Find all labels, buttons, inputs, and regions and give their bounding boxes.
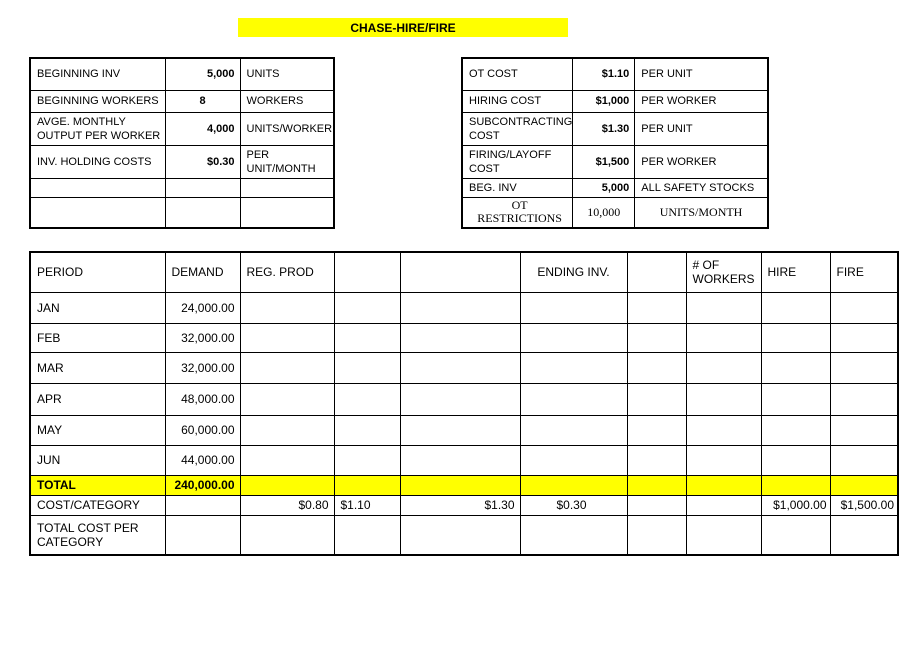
- param-unit[interactable]: UNITS: [240, 58, 334, 90]
- data-cell[interactable]: [334, 323, 400, 352]
- data-cell[interactable]: [686, 445, 761, 475]
- period-cell[interactable]: JAN: [30, 292, 165, 323]
- data-cell[interactable]: [400, 352, 520, 383]
- data-cell[interactable]: [240, 292, 334, 323]
- param-value[interactable]: $1,500: [573, 145, 635, 178]
- sheet-title: CHASE-HIRE/FIRE: [238, 18, 568, 37]
- data-cell[interactable]: [240, 515, 334, 555]
- total-row: [30, 475, 898, 495]
- header-fire: FIRE: [830, 252, 898, 292]
- data-cell[interactable]: [627, 515, 686, 555]
- data-cell[interactable]: [627, 352, 686, 383]
- total-cell[interactable]: [686, 475, 761, 495]
- param-label[interactable]: BEG. INV: [462, 178, 573, 197]
- data-cell[interactable]: [520, 323, 627, 352]
- param-row: [30, 145, 334, 178]
- demand-cell[interactable]: 48,000.00: [165, 383, 240, 415]
- empty-cell[interactable]: [30, 178, 165, 197]
- data-cell[interactable]: [240, 415, 334, 445]
- data-cell[interactable]: [400, 323, 520, 352]
- param-label[interactable]: OT COST: [462, 58, 573, 90]
- data-cell[interactable]: [761, 445, 830, 475]
- param-row: [462, 178, 768, 197]
- data-cell[interactable]: [520, 383, 627, 415]
- period-cell[interactable]: MAY: [30, 415, 165, 445]
- total-cell[interactable]: [830, 475, 898, 495]
- param-unit[interactable]: WORKERS: [240, 90, 334, 112]
- demand-cell[interactable]: 32,000.00: [165, 323, 240, 352]
- empty-cell[interactable]: [30, 197, 165, 228]
- data-cell[interactable]: [400, 292, 520, 323]
- data-cell[interactable]: [686, 495, 761, 515]
- cost-reg-prod[interactable]: $0.80: [240, 495, 334, 515]
- cost-hire[interactable]: $1,000.00: [761, 495, 830, 515]
- data-cell[interactable]: [334, 383, 400, 415]
- data-cell[interactable]: [627, 495, 686, 515]
- param-unit[interactable]: ALL SAFETY STOCKS: [635, 178, 768, 197]
- param-label[interactable]: SUBCONTRACTING COST: [462, 112, 573, 145]
- param-label[interactable]: BEGINNING WORKERS: [30, 90, 165, 112]
- total-demand[interactable]: 240,000.00: [165, 475, 240, 495]
- data-cell[interactable]: [334, 292, 400, 323]
- period-cell[interactable]: MAR: [30, 352, 165, 383]
- table-row: [30, 415, 898, 445]
- table-row: [30, 292, 898, 323]
- param-label[interactable]: HIRING COST: [462, 90, 573, 112]
- header-period: PERIOD: [30, 252, 165, 292]
- param-value[interactable]: $1.30: [573, 112, 635, 145]
- param-row: [462, 145, 768, 178]
- header-empty[interactable]: [334, 252, 400, 292]
- param-value[interactable]: $0.30: [165, 145, 240, 178]
- data-cell[interactable]: [761, 292, 830, 323]
- period-cell[interactable]: APR: [30, 383, 165, 415]
- data-cell[interactable]: [761, 515, 830, 555]
- param-label[interactable]: INV. HOLDING COSTS: [30, 145, 165, 178]
- param-unit[interactable]: PER UNIT: [635, 112, 768, 145]
- data-cell[interactable]: [830, 323, 898, 352]
- data-cell[interactable]: [830, 415, 898, 445]
- data-cell[interactable]: [830, 383, 898, 415]
- data-cell[interactable]: [686, 415, 761, 445]
- data-cell[interactable]: [627, 445, 686, 475]
- left-parameters-table: [29, 57, 335, 229]
- param-row: [30, 90, 334, 112]
- data-cell[interactable]: [240, 383, 334, 415]
- data-cell[interactable]: [761, 352, 830, 383]
- total-cell[interactable]: [627, 475, 686, 495]
- data-cell[interactable]: [627, 292, 686, 323]
- aggregate-plan-table: [29, 251, 899, 556]
- data-cell[interactable]: [334, 415, 400, 445]
- data-cell[interactable]: [627, 415, 686, 445]
- data-cell[interactable]: [761, 383, 830, 415]
- empty-cell[interactable]: [165, 197, 240, 228]
- table-row: [30, 383, 898, 415]
- param-label[interactable]: BEGINNING INV: [30, 58, 165, 90]
- header-demand: DEMAND: [165, 252, 240, 292]
- table-row: [30, 445, 898, 475]
- data-cell[interactable]: [334, 515, 400, 555]
- data-cell[interactable]: [334, 352, 400, 383]
- data-cell[interactable]: [240, 352, 334, 383]
- data-cell[interactable]: [830, 515, 898, 555]
- data-cell[interactable]: [830, 292, 898, 323]
- total-label[interactable]: TOTAL: [30, 475, 165, 495]
- header-workers: # OF WORKERS: [686, 252, 761, 292]
- data-cell[interactable]: [761, 415, 830, 445]
- param-label[interactable]: AVGE. MONTHLY OUTPUT PER WORKER: [30, 112, 165, 145]
- empty-cell[interactable]: [240, 197, 334, 228]
- data-cell[interactable]: [627, 383, 686, 415]
- param-unit[interactable]: PER WORKER: [635, 145, 768, 178]
- total-cell[interactable]: [240, 475, 334, 495]
- data-cell[interactable]: [686, 292, 761, 323]
- cost-fire[interactable]: $1,500.00: [830, 495, 898, 515]
- data-cell[interactable]: [520, 445, 627, 475]
- empty-cell[interactable]: [165, 178, 240, 197]
- total-cost-row: [30, 515, 898, 555]
- param-label[interactable]: FIRING/LAYOFF COST: [462, 145, 573, 178]
- table-row: [30, 352, 898, 383]
- param-row-empty: [30, 197, 334, 228]
- total-cell[interactable]: [761, 475, 830, 495]
- demand-cell[interactable]: 24,000.00: [165, 292, 240, 323]
- param-row: [462, 197, 768, 228]
- cost-ot[interactable]: $1.10: [334, 495, 400, 515]
- param-value[interactable]: 5,000: [573, 178, 635, 197]
- param-row: [462, 90, 768, 112]
- param-unit[interactable]: UNITS/WORKER: [240, 112, 334, 145]
- data-cell[interactable]: [830, 352, 898, 383]
- data-cell[interactable]: [400, 515, 520, 555]
- cost-category-label[interactable]: COST/CATEGORY: [30, 495, 165, 515]
- data-cell[interactable]: [240, 323, 334, 352]
- demand-cell[interactable]: 32,000.00: [165, 352, 240, 383]
- total-cell[interactable]: [334, 475, 400, 495]
- param-unit[interactable]: UNITS/MONTH: [635, 197, 768, 228]
- param-value[interactable]: $1,000: [573, 90, 635, 112]
- param-row-empty: [30, 178, 334, 197]
- param-value[interactable]: $1.10: [573, 58, 635, 90]
- header-reg-prod: REG. PROD: [240, 252, 334, 292]
- param-unit[interactable]: PER WORKER: [635, 90, 768, 112]
- data-cell[interactable]: [240, 445, 334, 475]
- demand-cell[interactable]: 60,000.00: [165, 415, 240, 445]
- empty-cell[interactable]: [240, 178, 334, 197]
- total-cell[interactable]: [520, 475, 627, 495]
- param-value[interactable]: 10,000: [573, 197, 635, 228]
- param-row: [30, 112, 334, 145]
- data-cell[interactable]: [520, 292, 627, 323]
- data-cell[interactable]: [830, 445, 898, 475]
- data-cell[interactable]: [400, 415, 520, 445]
- header-empty[interactable]: [400, 252, 520, 292]
- data-cell[interactable]: [165, 515, 240, 555]
- header-hire: HIRE: [761, 252, 830, 292]
- data-cell[interactable]: [165, 495, 240, 515]
- param-row: [30, 58, 334, 90]
- total-cell[interactable]: [400, 475, 520, 495]
- param-label[interactable]: OT RESTRICTIONS: [462, 197, 573, 228]
- data-cell[interactable]: [761, 323, 830, 352]
- param-row: [462, 58, 768, 90]
- param-unit[interactable]: PER UNIT: [635, 58, 768, 90]
- period-cell[interactable]: JUN: [30, 445, 165, 475]
- header-row: [30, 252, 898, 292]
- total-cost-label[interactable]: TOTAL COST PER CATEGORY: [30, 515, 165, 555]
- data-cell[interactable]: [520, 415, 627, 445]
- param-row: [462, 112, 768, 145]
- data-cell[interactable]: [686, 323, 761, 352]
- header-empty[interactable]: [627, 252, 686, 292]
- period-cell[interactable]: FEB: [30, 323, 165, 352]
- cost-subcontract[interactable]: $1.30: [400, 495, 520, 515]
- data-cell[interactable]: [400, 383, 520, 415]
- param-unit[interactable]: PER UNIT/MONTH: [240, 145, 334, 178]
- data-cell[interactable]: [686, 515, 761, 555]
- param-value[interactable]: 4,000: [165, 112, 240, 145]
- right-parameters-table: [461, 57, 769, 229]
- data-cell[interactable]: [334, 445, 400, 475]
- header-ending-inv: ENDING INV.: [520, 252, 627, 292]
- data-cell[interactable]: [520, 352, 627, 383]
- cost-category-row: [30, 495, 898, 515]
- table-row: [30, 323, 898, 352]
- demand-cell[interactable]: 44,000.00: [165, 445, 240, 475]
- data-cell[interactable]: [686, 352, 761, 383]
- cost-inventory[interactable]: $0.30: [520, 495, 627, 515]
- param-value[interactable]: 5,000: [165, 58, 240, 90]
- data-cell[interactable]: [400, 445, 520, 475]
- data-cell[interactable]: [627, 323, 686, 352]
- param-value[interactable]: 8: [165, 90, 240, 112]
- data-cell[interactable]: [520, 515, 627, 555]
- data-cell[interactable]: [686, 383, 761, 415]
